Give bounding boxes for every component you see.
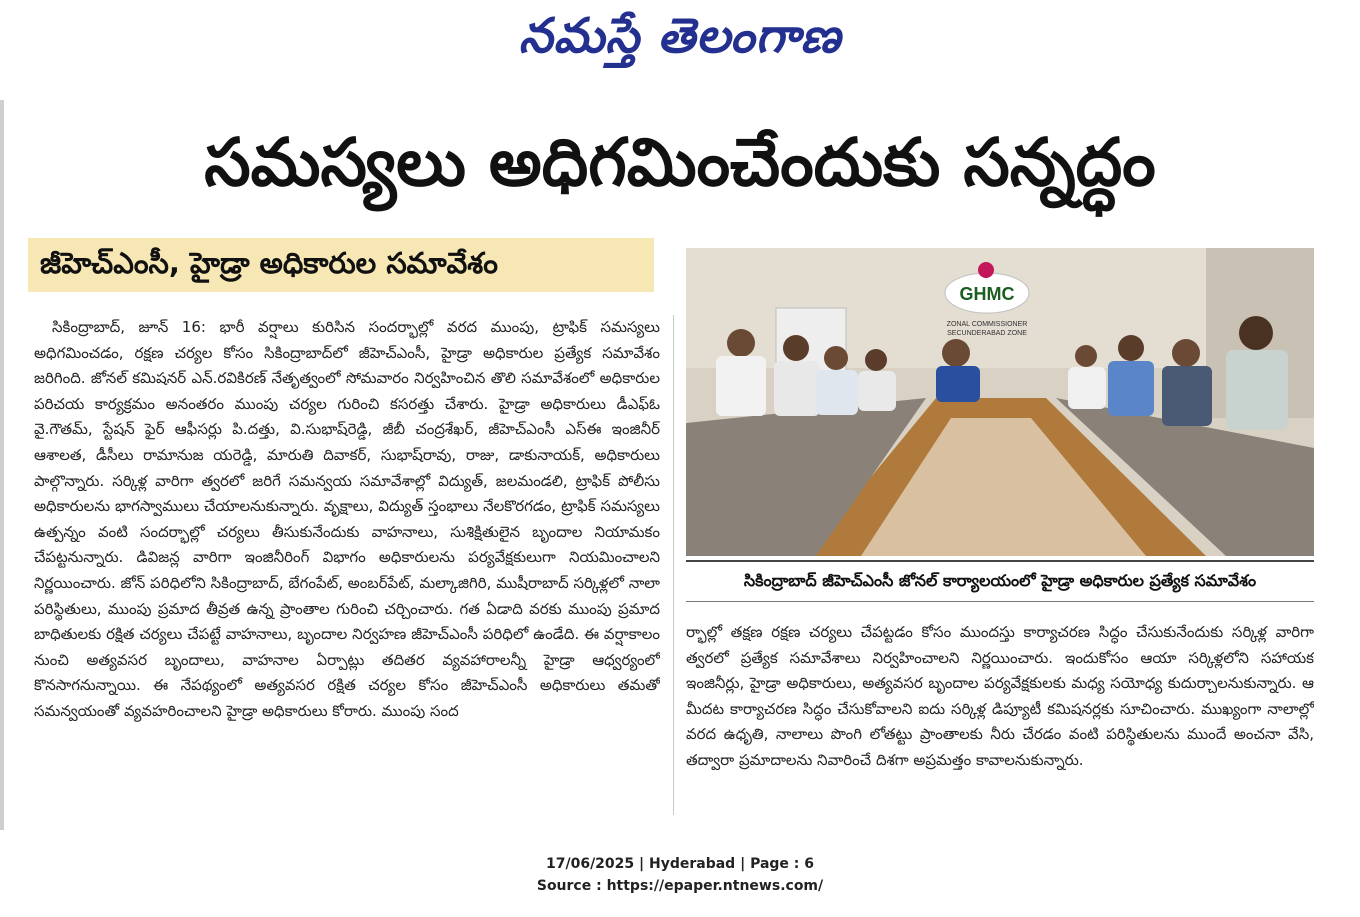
photo-caption: సికింద్రాబాద్ జీహెచ్‌ఎంసీ జోనల్ కార్యాలయంలో హైడ్రా అధికారుల ప్రత్యేక సమావేశం — [743, 571, 1257, 590]
article-subheadline: జీహెచ్‌ఎంసీ, హైడ్రా అధికారుల సమావేశం — [40, 246, 498, 280]
article-subheadline-box — [28, 238, 654, 292]
article-body-left-text: సికింద్రాబాద్, జూన్ 16: భారీ వర్షాలు కురిసిన సందర్భాల్లో వరద ముంపు, ట్రాఫిక్ సమస్యలు అధిగమించడం, రక్షణ చర్యల కోసం సికింద్రాబాద్‌లో జీహెచ్‌ఎంసీ, హైడ్రా అధికారుల ప్రత్యేక సమావేశం జరిగింది. జోనల్ కమిషనర్ ఎన్.రవికిరణ్ నేతృత్వంలో సోమవారం నిర్వహించిన తొలి సమావేశంలో అధికారుల పరిచయ కార్యక్రమం అనంతరం ముంపు చర్యల గురించి కసరత్తు చేశారు. హైడ్రా అధికారులు డీఎఫ్ఓ వై.గౌతమ్, స్టేషన్ ఫైర్ ఆఫీసర్లు పి.దత్తు, వి.సుభాష్‌రెడ్డి, జీబీ చంద్రశేఖర్, జీహెచ్‌ఎంసీ ఎస్‌ఈ ఇంజినీర్ ఆశాలత, డీసీలు రామానుజ యరెడ్డి, మారుతి దివాకర్, సుభాష్‌రావు, రాజు, డాకునాయక్, అధికారులు పాల్గొన్నారు. సర్కిళ్ల వారిగా త్వరలో జరిగే సమన్వయ సమావేశాల్లో విద్యుత్, జలమండలి, ట్రాఫిక్ పోలీసు అధికారులను భాగస్వాములు చేయాలనుకున్నారు. వృక్షాలు, విద్యుత్ స్తంభాలు నేలకొరగడం, ట్రాఫిక్ సమస్యలు ఉత్పన్నం వంటి సందర్భాల్లో చర్యలు తీసుకునేందుకు వాహనాలు, సుశిక్షితులైన బృందాల నియామకం చేపట్టనున్నారు. డివిజన్ల వారిగా ఇంజినీరింగ్ విభాగం అధికారులను పర్యవేక్షకులుగా నియమించాలని నిర్ణయించారు. జోన్ పరిధిలోని సికింద్రాబాద్, బేగంపేట్, అంబర్‌పేట్, మల్కాజిగిరి, ముషీరాబాద్ సర్కిళ్లలో నాలా పరిస్థితులు, ముంపు ప్రమాద తీవ్రత ఉన్న ప్రాంతాల గురించి చర్చించారు. గత ఏడాది వరకు ముంపు ప్రమాద బాధితులకు రక్షిత చర్యలు చేపట్టే వాహనాలు, బృందాల నిర్వహణ జీహెచ్‌ఎంసీ పరిధిలో ఉండేది. ఈ వర్షాకాలం నుంచి అత్యవసర బృందాలు, వాహనాల ఏర్పాట్లు తదితర వ్యవహారాలన్నీ హైడ్రా ఆధ్వర్యంలో కొనసాగనున్నాయి. ఈ నేపథ్యంలో అత్యవసర రక్షిత చర్యల కోసం జీహెచ్‌ఎంసీ అధికారులు తమతో సమన్వయంతో వ్యవహరించాలని హైడ్రా అధికారులు కోరారు. ముంపు సంద — [34, 318, 660, 720]
article-headline: సమస్యలు అధిగమించేందుకు సన్నద్ధం — [204, 124, 1156, 201]
caption-top-rule — [686, 560, 1314, 562]
masthead-title: నమస్తే తెలంగాణ — [518, 8, 842, 64]
caption-bottom-rule — [686, 601, 1314, 602]
zonal-sign-line2: SECUNDERABAD ZONE — [947, 330, 1027, 337]
page-edge-rule — [0, 100, 4, 830]
column-separator — [673, 315, 674, 815]
page-footer — [0, 853, 1360, 897]
article-body-right-column — [686, 620, 1314, 820]
ghmc-logo-text: GHMC — [959, 284, 1015, 304]
zonal-sign-line1: ZONAL COMMISSIONER — [946, 321, 1028, 328]
meeting-photo — [686, 248, 1314, 556]
article-body-left-column — [34, 315, 660, 815]
article-body-right-text: ర్భాల్లో తక్షణ రక్షణ చర్యలు చేపట్టడం కోసం ముందస్తు కార్యాచరణ సిద్ధం చేసుకునేందుకు సర్కిళ్ల వారిగా త్వరలో ప్రత్యేక సమావేశాలు నిర్వహించాలని నిర్ణయించారు. ఇందుకోసం ఆయా సర్కిళ్లలోని సహాయక ఇంజినీర్లు, హైడ్రా అధికారులు, అత్యవసర బృందాల పర్యవేక్షకులకు మధ్య సయోధ్య కుదుర్చాలనుకున్నారు. ఆ మీదట కార్యాచరణ సిద్ధం చేసుకోవాలని ఐదు సర్కిళ్ల డిప్యూటీ కమిషనర్లకు సూచించారు. ముఖ్యంగా నాలాల్లో వరద ఉధృతి, నాలాలు పొంగి లోతట్టు ప్రాంతాలకు నీరు చేరడం వంటి పరిస్థితులను ముందే అంచనా వేసి, తద్వారా ప్రమాదాలను నివారించే దిశగా అప్రమత్తం కావాలనుకున్నారు. — [686, 623, 1314, 769]
newspaper-masthead — [0, 0, 1360, 78]
footer-date-line: 17/06/2025 | Hyderabad | Page : 6 — [545, 856, 815, 872]
footer-source-line: Source : https://epaper.ntnews.com/ — [536, 878, 824, 894]
